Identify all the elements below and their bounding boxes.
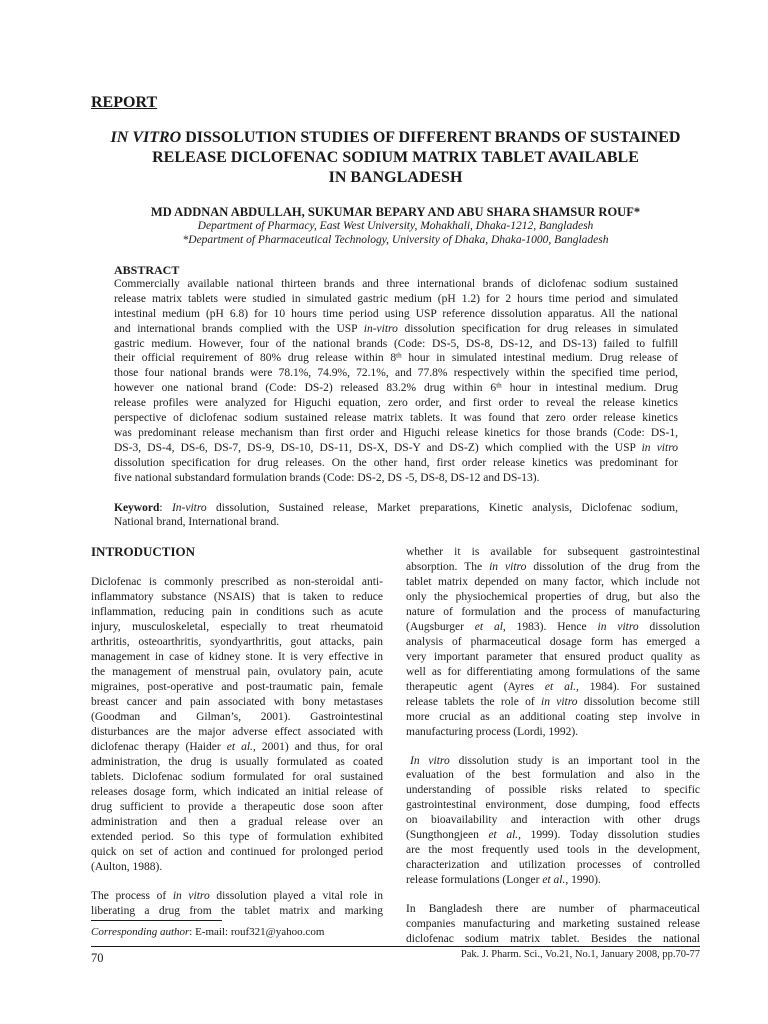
text-line: inflammation, reducing pain in conditions such as acute xyxy=(91,605,383,618)
text-line: and international brands complied with the USP in-vitro dissolution specification for drug releases in simulated xyxy=(114,322,679,335)
text-line: (Augsburger et al, 1983). Hence in vitro dissolution xyxy=(406,620,700,633)
affiliation: *Department of Pharmaceutical Technology, University of Dhaka, Dhaka-1000, Bangladesh xyxy=(182,234,609,246)
text-line: well as for differentiating among formulations of the same xyxy=(406,665,700,678)
text-line: understanding of possible risks related to specific xyxy=(406,784,700,797)
abstract-heading: ABSTRACT xyxy=(114,263,180,277)
italic-text: in vitro xyxy=(489,560,527,573)
text-line: disturbances are the major adverse effect associated with xyxy=(91,725,383,738)
text-line: therapeutic agent (Ayres et al., 1984). For sustained xyxy=(406,680,700,693)
italic-text: In-vitro xyxy=(171,501,207,514)
text-line: their official requirement of 80% drug release within 8th hour in simulated intestinal medium. Drug release of xyxy=(114,351,678,365)
italic-text: In vitro xyxy=(410,754,450,767)
section-label: REPORT xyxy=(91,94,158,111)
text-line: manufacturing process (Lordi, 1992). xyxy=(406,725,579,738)
footnote xyxy=(91,925,391,939)
italic-text: et al., xyxy=(488,828,522,841)
text-line: administration and then a gradual release over an xyxy=(91,816,383,829)
text-line: quick on set of action and continued for prolonged period xyxy=(91,846,383,859)
superscript: th xyxy=(396,351,402,360)
italic-text: in-vitro xyxy=(363,322,398,335)
intro-paragraph xyxy=(406,754,700,888)
text-line: those four national brands were 78.1%, 74.9%, 72.1%, and 77.8% respectively within the specified time period, xyxy=(114,367,678,380)
text-line: extended period. So this type of formulation exhibited xyxy=(91,831,383,844)
text-line: absorption. The in vitro dissolution of the drug from the xyxy=(406,560,700,573)
text-line: Diclofenac is commonly prescribed as non-steroidal anti- xyxy=(91,575,383,588)
text-line: only the physiochemical properties of drug, but also the xyxy=(406,590,700,603)
intro-paragraph xyxy=(91,889,383,919)
article-title xyxy=(91,128,700,188)
affiliation: Department of Pharmacy, East West University, Mohakhali, Dhaka-1212, Bangladesh xyxy=(197,220,594,232)
text-line: management in case of kidney stone. It is very effective in xyxy=(91,650,383,663)
italic-text: et al., xyxy=(542,873,569,886)
text-line: gastrointestinal environment, dose dumping, food effects xyxy=(406,799,700,812)
text-line: arthritis, osteoarthritis, syondyarthritis, gout attacks, pain xyxy=(91,635,383,648)
bold-text: Keyword xyxy=(114,501,160,514)
text-line: In Bangladesh there are number of pharmaceutical xyxy=(406,902,700,915)
italic-text: in vitro xyxy=(541,695,578,708)
text-line: RELEASE DICLOFENAC SODIUM MATRIX TABLET AVAILABLE xyxy=(152,149,639,166)
keywords xyxy=(114,501,678,529)
text-line: gastric medium. However, four of the national brands (Code: DS-5, DS-8, DS-12, and DS-13) failed to fulfill xyxy=(114,337,678,350)
intro-paragraph xyxy=(406,902,700,947)
text-line: Keyword: In-vitro dissolution, Sustained release, Market preparations, Kinetic analysis, Diclofenac sodium, xyxy=(114,501,678,514)
text-line: however one national brand (Code: DS-2) released 83.2% drug within 6th hour in intestinal medium. Drug xyxy=(114,381,678,395)
text-line: releases dosage form, which indicated an initial release of xyxy=(91,786,383,799)
text-line: intestinal medium (pH 6.8) for 10 hours time period using USP reference dissolution apparatus. All the national xyxy=(114,307,678,320)
italic-text: et al. xyxy=(544,680,576,693)
footer-rule xyxy=(91,946,700,947)
text-line: are the most frequently used tools in the development, xyxy=(406,843,700,856)
italic-text: Corresponding author xyxy=(91,926,190,938)
footnote-rule xyxy=(91,920,222,921)
text-line: inflammatory substance (NSAIS) that is taken to reduce xyxy=(91,590,383,603)
text-line: the management of menstrual pain, ovulatory pain, acute xyxy=(91,665,383,678)
text-line: tablets. Diclofenac sodium formulated for oral sustained xyxy=(91,771,383,784)
text-line: nature of formulation and the process of manufacturing xyxy=(406,605,700,618)
page-number: 70 xyxy=(91,951,104,965)
text-line: whether it is available for subsequent gastrointestinal xyxy=(406,545,700,558)
text-line: drug sufficient to provide a therapeutic dose soon after xyxy=(91,801,383,814)
text-line: National brand, International brand. xyxy=(114,515,280,528)
text-line: dissolution specification for drug releases. On the other hand, first order release kinetics was predominant for xyxy=(114,456,678,469)
italic-text: in vitro xyxy=(641,441,678,454)
intro-paragraph xyxy=(406,545,700,740)
authors: MD ADDNAN ABDULLAH, SUKUMAR BEPARY AND ABU SHARA SHAMSUR ROUF* xyxy=(150,205,641,219)
text-line: more crucial as an additional coating step involve in xyxy=(406,710,700,723)
text-line: (Goodman and Gilman’s, 2001). Gastrointestinal xyxy=(91,710,383,723)
text-line: perspective of diclofenac sodium sustained release matrix tablets. It was found that zero order release kinetics xyxy=(114,412,678,425)
journal-citation: Pak. J. Pharm. Sci., Vo.21, No.1, January 2008, pp.70-77 xyxy=(460,949,700,960)
superscript: th xyxy=(496,381,502,390)
text-line: liberating a drug from the tablet matrix and marking xyxy=(91,904,383,917)
text-line: companies manufacturing and marketing sustained release xyxy=(406,917,700,930)
text-line: five national substandard formulation brands (Code: DS-2, DS -5, DS-8, DS-12 and DS-13). xyxy=(114,471,540,484)
text-line: DS-3, DS-4, DS-6, DS-7, DS-9, DS-10, DS-11, DS-X, DS-Y and DS-Z) which complied with the USP in vitro xyxy=(114,441,678,454)
italic-text: IN VITRO xyxy=(110,129,182,146)
italic-text: in vitro xyxy=(597,620,639,633)
text-line: characterization and utilization processes of controlled xyxy=(406,858,700,871)
text-line: migraines, post-operative and post-traumatic pain, female xyxy=(91,680,383,693)
text-line: release formulations (Longer et al., 1990). xyxy=(406,873,601,886)
text-line: (Sungthongjeen et al., 1999). Today dissolution studies xyxy=(406,828,700,841)
text-line: Commercially available national thirteen brands and three international brands of diclofenac sodium sustained xyxy=(114,278,678,290)
intro-paragraph xyxy=(91,575,383,876)
text-line: The process of in vitro dissolution played a vital role in xyxy=(91,889,383,902)
text-line: release matrix tablets were studied in simulated gastric medium (pH 1.2) for 2 hours time period and simulated xyxy=(114,292,678,305)
text-line: IN BANGLADESH xyxy=(328,169,463,186)
abstract-text xyxy=(114,277,678,485)
text-line: breast cancer and pain associated with bony metastases xyxy=(91,695,383,708)
text-line: diclofenac sodium matrix tablet. Besides the national xyxy=(406,932,700,945)
text-line: tablet matrix depended on many factor, which include not xyxy=(406,575,700,588)
italic-text: in vitro xyxy=(172,889,210,902)
text-line: very important parameter that ensured product quality as xyxy=(406,650,700,663)
introduction-heading: INTRODUCTION xyxy=(91,544,196,559)
italic-text: et al., xyxy=(226,741,256,754)
text-line: IN VITRO DISSOLUTION STUDIES OF DIFFERENT BRANDS OF SUSTAINED xyxy=(110,129,681,146)
text-line: Corresponding author: E-mail: rouf321@yahoo.com xyxy=(91,926,325,938)
text-line: administration, the drug is usually formulated as coated xyxy=(91,756,383,769)
text-line: In vitro dissolution study is an important tool in the xyxy=(410,754,700,767)
text-line: was predominant release mechanism than first order and Higuchi release kinetics for those brands (Code: DS-1, xyxy=(114,426,678,439)
text-line: release tablets the role of in vitro dissolution become still xyxy=(406,695,700,708)
text-line: release profiles were analyzed for Higuchi equation, zero order, and first order to reveal the release kinetics xyxy=(114,397,678,410)
text-line: evaluation of the best formulation and also in the xyxy=(406,769,700,782)
text-line: diclofenac therapy (Haider et al., 2001) and thus, for oral xyxy=(91,741,383,754)
text-line: injury, musculoskeletal, especially to treat rheumatoid xyxy=(91,620,383,633)
text-line: analysis of pharmaceutical dosage form has emerged a xyxy=(406,635,700,648)
text-line: on bioavailability and interaction with other drugs xyxy=(406,814,700,827)
text-line: (Aulton, 1988). xyxy=(91,861,163,874)
italic-text: et al xyxy=(474,620,503,633)
